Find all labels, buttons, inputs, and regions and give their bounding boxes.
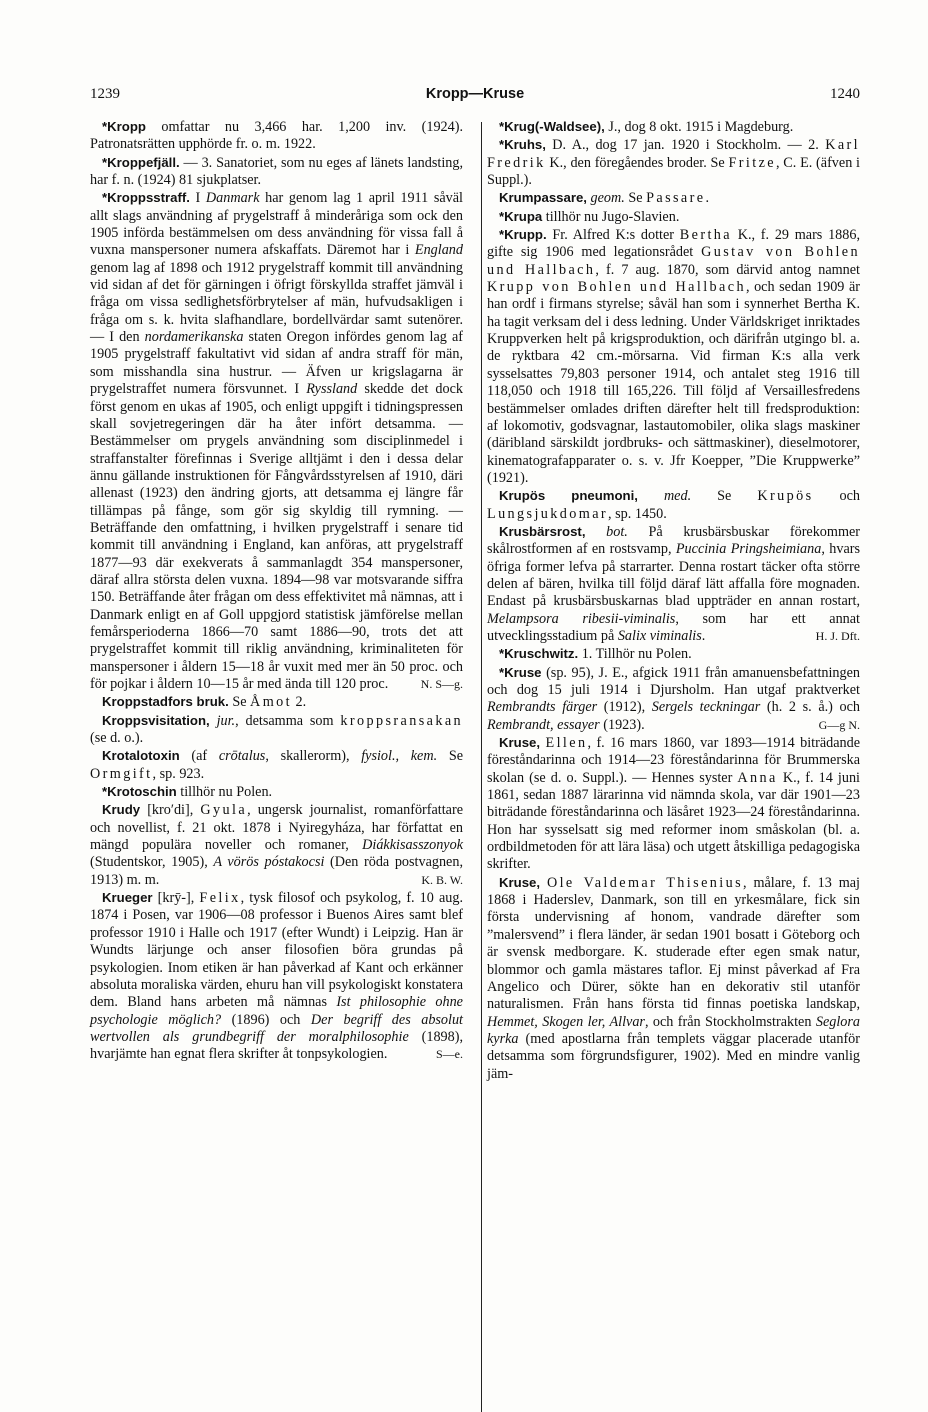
entry-krumpassare: Krumpassare, geom. Se Passare. — [499, 190, 709, 207]
signature: H. J. Dft. — [815, 628, 860, 643]
headword: *Kruschwitz. — [499, 646, 579, 662]
headword: *Kropp — [102, 119, 146, 134]
headword: *Krotoschin — [102, 784, 177, 800]
entry-kruhs: *Kruhs, D. A., dog 17 jan. 1920 i Stockholm. — 2. Karl Fredrik K., den föregåendes broder. Se Fritze, C. E. (äfven i Suppl.). — [487, 137, 860, 189]
entry-krudy: Krudy [kro′di], Gyula, ungersk journalist, romanförfattare och novellist, f. 21 okt. 1878 i Nyiregyháza, har författat en mängd populära noveller och romaner, Diákkisasszonyok (Studentskor, 1905), A vörös póstakocsi (Den röda postvagnen, 1913) m. m. K. B. W. — [90, 802, 463, 888]
entry-kropp: *Kropp omfattar nu 3,466 har. 1,200 inv. (1924). Patronatsrätten upphörde fr. o. m. 1922. — [90, 119, 463, 153]
page-number-right: 1240 — [830, 86, 860, 102]
entry-kruschwitz: *Kruschwitz. 1. Tillhör nu Polen. — [499, 646, 692, 663]
right-column — [487, 118, 860, 1083]
cross-reference: Ormgift — [90, 765, 153, 782]
signature: G—g N. — [818, 717, 860, 732]
signature: N. S—g. — [420, 677, 463, 691]
headword: *Krupp. — [499, 227, 547, 243]
page-number-left: 1239 — [90, 86, 120, 102]
entry-kruse-je: *Kruse (sp. 95), J. E., afgick 1911 från amanuensbefattningen och dog 15 juli 1914 i Djursholm. Han utgaf praktverket Rembrandts färger (1912), Sergels teckningar (h. 2 s. å.) och Rembrandt, essayer (1923). G—g N. — [487, 664, 861, 733]
headword: Krusbärsrost, — [499, 523, 586, 539]
cross-reference: kroppsransakan — [340, 712, 464, 729]
cross-reference: Åmot — [250, 694, 292, 711]
entry-krusbarsrost: Krusbärsrost, bot. På krusbärsbuskar förekommer skålrostformen af en rostsvamp, Puccinia Pringsheimiana, hvars öfriga former lefva på starrarter. Denna rostart täcker ofta större delen af bären, hvilka till följd däraf lätt affalla före mognaden. Endast på krusbärsbuskarnas blad uppträder en annan rostart, Melampsora ribesii-viminalis, som har ett annat utvecklingsstadium på Salix viminalis. H. J. Dft. — [487, 523, 860, 644]
headword: Kroppstadfors bruk. — [102, 694, 229, 710]
headword: *Krupa — [499, 208, 543, 224]
column-divider — [481, 122, 482, 1412]
cross-reference: Passare — [646, 190, 706, 207]
headword: *Kroppefjäll. — [102, 154, 180, 170]
entry-krotalotoxin: Krotalotoxin (af crōtalus, skallerorm), fysiol., kem. Se Ormgift, sp. 923. — [90, 748, 464, 782]
headword: Krotalotoxin — [102, 748, 180, 764]
left-column — [90, 118, 463, 1064]
signature: K. B. W. — [421, 872, 463, 887]
page-header — [90, 86, 860, 106]
headword: *Krug(-Waldsee), — [499, 119, 605, 134]
signature: S—e. — [436, 1047, 463, 1062]
cross-reference: Krupös — [757, 488, 814, 505]
entry-kroppefjall: *Kroppefjäll. — 3. Sanatoriet, som nu eges af länets landsting, har f. n. (1924) 81 sjukplatser. — [90, 154, 463, 189]
cross-reference: Lungsjukdomar — [487, 505, 609, 522]
entry-krupa: *Krupa tillhör nu Jugo-Slavien. — [499, 208, 680, 225]
entry-kruse-ellen: Kruse, Ellen, f. 16 mars 1860, var 1893—1914 biträdande föreståndarinna och 1914—23 föreståndarinna för Brummerska skolan (se d. o. Suppl.). — Hennes syster Anna K., f. 14 juni 1861, sedan 1887 lärarinna vid nämnda skola, var där 1901—23 biträdande föreståndarinna och läsåret 1923—24 föreståndarinna. Hon har sysselsatt sig med reformer inom småskolan (bl. a. ordbildmetoden för att lära läsa) och utgett åtskilliga pedagogiska skrifter. — [487, 735, 861, 873]
headword: *Kruse — [499, 664, 542, 680]
entry-krueger: Krueger [krȳ-], Felix, tysk filosof och psykolog, f. 10 aug. 1874 i Posen, var 1906—08 professor i Buenos Aires samt blef professor 1910 i Halle och 1917 (efter Wundt) i Leipzig. Han är Wundts lärjunge och anser filosofien böra grundas på psykologien. Inom etiken är han påverkad af Kant och erkänner absoluta moraliska värden, ehuru han vill psykologiskt konstatera dem. Bland hans arbeten må nämnas Ist philosophie ohne psychologie möglich? (1896) och Der begriff des absolut wertvollen als grundbegriff der moralphilosophie (1898), hvarjämte han egnat flera skrifter åt tonpsykologien. S—e. — [90, 890, 464, 1063]
headword: Kruse, — [499, 735, 541, 751]
entry-krotoschin: *Krotoschin tillhör nu Polen. — [102, 784, 273, 801]
entry-kroppsstraff: *Kroppsstraff. I Danmark har genom lag 1 april 1911 såväl allt slags användning af prygelstraff å minderåriga som ock den 1905 införda bestämmelsen om dess användning för vissa fall å vuxna manspersoner numera afskaffats. Däremot har i England genom lag af 1898 och 1912 prygelstraff kommit till användning vid sidan af det för gärningen i öfrigt förskyllda straffet jämväl i fråga om vissa sedlighetsförbrytelser af män, hufvudsakligen i fråga om s. k. hvita slafhandlare, bordellvärdar samt sutenörer. — I den nordamerikanska staten Oregon infördes genom lag af 1905 prygelstraff fakultativt vid sidan af andra straff för män, som misshandla sina hustrur. — Äfven ur krigslagarna är prygelstraffet numera försvunnet. I Ryssland skedde det dock först genom en ukas af 1905, och enligt uppgift i tidningspressen skall sovjetregeringen där ha åter infört detsamma. — Bestämmelser om prygels användning som disciplinmedel i straffanstalter förefinnas i Sverige alltjämt i den i dessa delar ännu gällande instruktionen för Fångvårdsstyrelsen af 1910, däri allenast (1923) den ändring gjorts, att detsamma ej längre får tillämpas på fånge, som gör sig skyldig till rymning. — Beträffande den omfattning, i hvilken prygelstraff i senare tid kommit till användning i England, kan anföras, att prygelstraff 1877—93 där exekverats å sammanlagdt 354 manspersoner, däraf allra största delen vuxna. 1894—98 var motsvarande siffra 150. Beträffande åter frågan om dess effektivitet må nämnas, att i Danmark enligt en af Goll uppgjord statistisk jämförelse mellan femårsperioderna 1866—70 samt 1886—90, trots det att prygelstraffet kommit till riklig användning, kriminaliteten för manspersoner i åldern 15—18 år vuxit med mer än 50 proc. och för pojkar i åldern 10—15 år med ända till 120 proc. N. S—g. — [90, 190, 463, 692]
entry-krupp: *Krupp. Fr. Alfred K:s dotter Bertha K., f. 29 mars 1886, gifte sig 1906 med legationsrådet Gustav von Bohlen und Hallbach, f. 7 aug. 1870, som därvid antog namnet Krupp von Bohlen und Hallbach, och sedan 1909 är han ordf i firmans styrelse; såväl han som i synnerhet Bertha K. ha tagit verksam del i dess ledning. Under Världskriget inriktades Kruppverken helt på krigsproduktion, och därifrån utgingo bl. a. de ryktbara 42 cm.-mörsarna. Vid firman K:s alla verk sysselsattes 79,803 personer 1914, och antalet steg 1916 till 118,050 och 1918 till 165,226. Till följd af Versaillesfredens bestämmelser omlades driften därefter helt till fredsproduktion: af lokomotiv, godsvagnar, lastautomobiler, olika slags maskiner (däribland särskildt jordbruks- och sättmaskiner), dieselmotorer, kinematografapparater o. s. v. Jfr Koepper, ”Die Kruppwerke” (1921). — [487, 227, 860, 486]
headword: Krueger — [102, 890, 153, 906]
entry-kroppsvisitation: Kroppsvisitation, jur., detsamma som kroppsransakan (se d. o.). — [90, 712, 464, 747]
running-title: Kropp—Kruse — [425, 86, 525, 102]
headword: Kruse, — [499, 874, 541, 890]
entry-kruse-ole: Kruse, Ole Valdemar Thisenius, målare, f. 13 maj 1868 i Haderslev, Danmark, son till en yrkesmålare, fick sin första undervisning af honom, vandrade därefter som ”malersvend” i flera länder, är sedan 1901 bosatt i Göteborg och är svensk medborgare. K. studerade efter egen smak natur, blommor och gamla mästares taflor. Ej minst påverkad af Fra Angelico och Dürer, sökte han en dekorativ stil utanför naturalismen. Från hans första tid finnas poetiska landskap, Hemmet, Skogen ler, Allvar, och från Stockholmstrakten Seglora kyrka (med apostlarna från templets väggar placerade utanför detsamma som förgrundsfigurer, 1902). Med en mindre vanlig jäm- — [487, 874, 860, 1082]
cross-reference: Fritze — [728, 154, 776, 171]
headword: Krudy — [102, 802, 141, 818]
headword: *Kruhs, — [499, 137, 546, 153]
entry-krupos-pneumoni: Krupös pneumoni, med. Se Krupös och Lungsjukdomar, sp. 1450. — [487, 488, 860, 522]
entry-kroppstadfors: Kroppstadfors bruk. Se Åmot 2. — [102, 694, 307, 711]
entry-krug-waldsee: *Krug(-Waldsee), J., dog 8 okt. 1915 i Magdeburg. — [499, 119, 794, 135]
headword: Kroppsvisitation, — [102, 712, 210, 728]
headword: Krupös pneumoni, — [499, 488, 638, 504]
headword: Krumpassare, — [499, 190, 587, 206]
headword: *Kroppsstraff. — [102, 190, 190, 206]
